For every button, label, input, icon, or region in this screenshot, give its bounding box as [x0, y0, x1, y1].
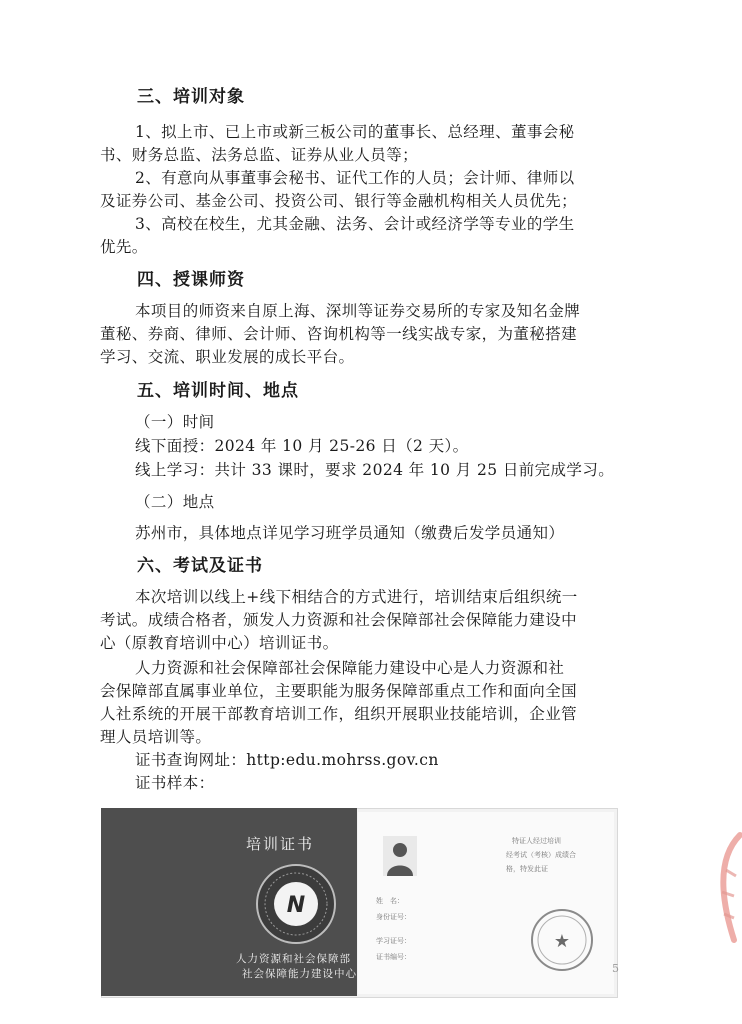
certificate-field-id: 身份证号：: [376, 913, 411, 921]
text-line: 人力资源和社会保障部社会保障能力建设中心是人力资源和社: [135, 659, 565, 677]
heading-time-location: 五、培训时间、地点: [137, 381, 299, 401]
certificate-org-line1: 人力资源和社会保障部: [236, 953, 351, 965]
text-line: 本项目的师资来自原上海、深圳等证券交易所的专家及知名金牌: [135, 302, 581, 320]
heading-training-targets: 三、培训对象: [137, 87, 245, 107]
official-seal-icon: [530, 908, 594, 972]
text-line: 本次培训以线上+线下相结合的方式进行，培训结束后组织统一: [135, 588, 578, 606]
certificate-text-line: 格，特发此证: [506, 865, 548, 873]
text-line: 理人员培训等。: [100, 728, 212, 746]
text-line: 1、拟上市、已上市或新三板公司的董事长、总经理、董事会秘: [135, 123, 575, 141]
text-line: 会保障部直属事业单位，主要职能为服务保障部重点工作和面向全国: [100, 682, 578, 700]
red-stamp-icon: [700, 830, 742, 950]
text-line: 3、高校在校生，尤其金融、法务、会计或经济学等专业的学生: [135, 215, 575, 233]
photo-placeholder: [383, 836, 417, 876]
certificate-field-name: 姓 名：: [376, 897, 404, 905]
heading-exam-certificate: 六、考试及证书: [137, 556, 263, 576]
person-icon: [383, 836, 417, 876]
text-line: 心（原教育培训中心）培训证书。: [100, 634, 339, 652]
text-line: 2、有意向从事董事会秘书、证代工作的人员；会计师、律师以: [135, 169, 575, 187]
certificate-sample-label: 证书样本：: [135, 774, 215, 792]
emblem-icon: [255, 863, 337, 945]
certificate-field-study-no: 学习证号：: [376, 937, 411, 945]
text-line: 学习、交流、职业发展的成长平台。: [100, 348, 355, 366]
text-line: 书、财务总监、法务总监、证券从业人员等；: [100, 146, 419, 164]
certificate-query-url: 证书查询网址：http:edu.mohrss.gov.cn: [135, 751, 439, 769]
emblem-letter: N: [286, 893, 306, 918]
certificate-org-line2: 社会保障能力建设中心: [242, 968, 357, 980]
certificate-cover-title: 培训证书: [246, 835, 315, 853]
page-number: 5: [612, 962, 619, 975]
scan-corner-mark: [14, 40, 54, 48]
certificate-text-line: 经考试（考核）成绩合: [506, 851, 576, 859]
text-line: 苏州市，具体地点详见学习班学员通知（缴费后发学员通知）: [135, 524, 565, 542]
text-line: 董秘、券商、律师、会计师、咨询机构等一线实战专家，为董秘搭建: [100, 325, 578, 343]
text-line: 优先。: [100, 238, 148, 256]
text-line: 人社系统的开展干部教育培训工作，组织开展职业技能培训，企业管: [100, 705, 578, 723]
text-line: 考试。成绩合格者，颁发人力资源和社会保障部社会保障能力建设中: [100, 611, 578, 629]
certificate-text-line: 特证人经过培训: [512, 837, 561, 845]
seal-star: ★: [553, 931, 571, 952]
text-line: 线下面授：2024 年 10 月 25-26 日（2 天）。: [135, 437, 469, 455]
text-line: 线上学习：共计 33 课时，要求 2024 年 10 月 25 日前完成学习。: [135, 461, 615, 479]
subheading-location: （二）地点: [135, 493, 215, 511]
subheading-time: （一）时间: [135, 413, 215, 431]
text-line: 及证券公司、基金公司、投资公司、银行等金融机构相关人员优先；: [100, 192, 578, 210]
heading-instructors: 四、授课师资: [137, 270, 245, 290]
certificate-field-cert-no: 证书编号：: [376, 953, 411, 961]
